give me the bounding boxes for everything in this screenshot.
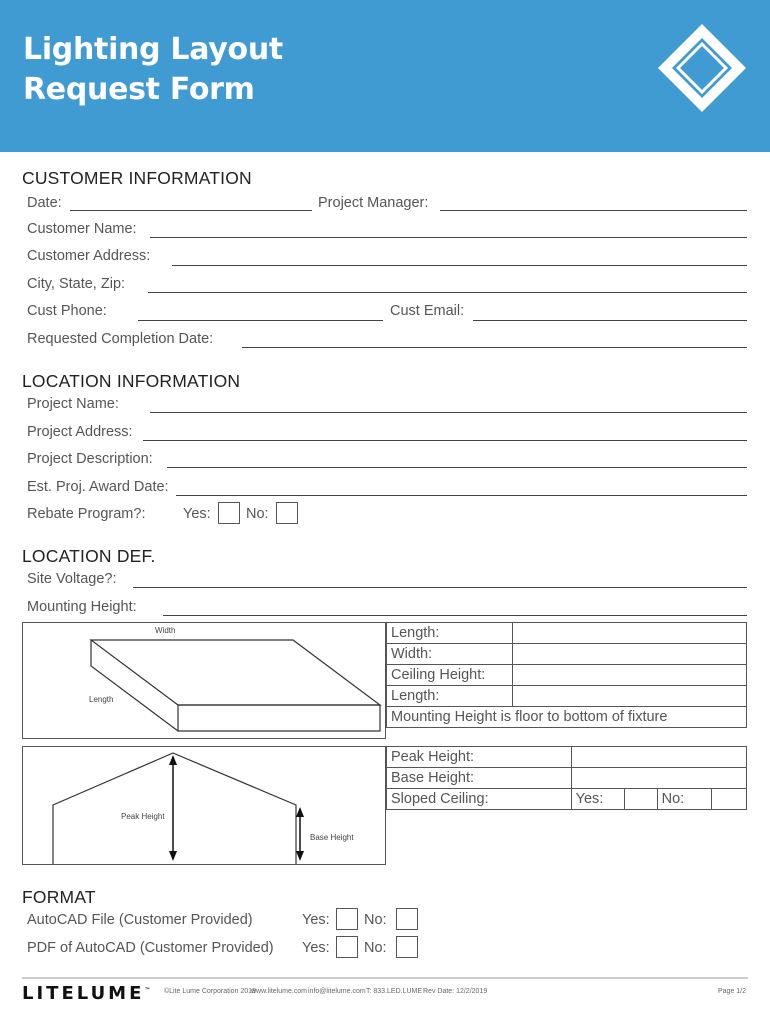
footer-copyright: ©Lite Lume Corporation 2018 [164, 988, 256, 995]
dimensions-table [386, 622, 747, 728]
award-date-label: Est. Proj. Award Date: [27, 479, 169, 495]
box-diagram [22, 622, 386, 739]
peak-height-label: Peak Height: [387, 747, 572, 768]
footer-divider [22, 977, 748, 979]
pdf-no-label: No: [364, 940, 387, 956]
cust-email-label: Cust Email: [390, 303, 465, 319]
date-field[interactable] [70, 210, 312, 211]
date-label: Date: [27, 195, 62, 211]
roof-drawing-icon [23, 747, 385, 864]
page-title [23, 30, 283, 110]
customer-name-field[interactable] [150, 237, 747, 238]
customer-info-heading: CUSTOMER INFORMATION [22, 168, 252, 188]
box-width-label: Width [155, 626, 176, 635]
customer-name-label: Customer Name: [27, 221, 137, 237]
pdf-yes-label: Yes: [302, 940, 330, 956]
sloped-no-label: No: [657, 789, 711, 810]
title-line-1: Lighting Layout [23, 32, 283, 67]
project-address-field[interactable] [143, 440, 747, 441]
width-label: Width: [387, 644, 513, 665]
box-drawing-icon [23, 623, 385, 738]
peak-height-field[interactable] [571, 747, 746, 768]
base-height-label: Base Height: [387, 768, 572, 789]
project-name-label: Project Name: [27, 396, 119, 412]
project-address-label: Project Address: [27, 424, 133, 440]
autocad-no-label: No: [364, 912, 387, 928]
autocad-label: AutoCAD File (Customer Provided) [27, 912, 253, 928]
brand-logo [22, 983, 150, 1004]
site-voltage-field[interactable] [133, 587, 747, 588]
cust-phone-label: Cust Phone: [27, 303, 107, 319]
project-manager-label: Project Manager: [318, 195, 429, 211]
pdf-label: PDF of AutoCAD (Customer Provided) [27, 940, 274, 956]
city-state-zip-label: City, State, Zip: [27, 276, 126, 292]
length2-field[interactable] [513, 686, 747, 707]
roof-diagram [22, 746, 386, 865]
mounting-note: Mounting Height is floor to bottom of fixture [387, 707, 747, 728]
base-height-diagram-label: Base Height [310, 833, 354, 842]
sloped-ceiling-label: Sloped Ceiling: [387, 789, 572, 810]
autocad-yes-checkbox[interactable] [336, 908, 358, 930]
autocad-yes-label: Yes: [302, 912, 330, 928]
site-voltage-label: Site Voltage?: [27, 571, 117, 587]
format-heading: FORMAT [22, 887, 96, 907]
location-def-heading: LOCATION DEF. [22, 546, 156, 566]
peak-height-diagram-label: Peak Height [121, 812, 165, 821]
rebate-yes-checkbox[interactable] [218, 502, 240, 524]
autocad-no-checkbox[interactable] [396, 908, 418, 930]
pdf-yes-checkbox[interactable] [336, 936, 358, 958]
award-date-field[interactable] [176, 495, 747, 496]
cust-phone-field[interactable] [138, 320, 383, 321]
diamond-logo-icon [656, 22, 748, 114]
footer-phone: T: 833.LED.LUME [366, 988, 423, 995]
rebate-no-checkbox[interactable] [276, 502, 298, 524]
box-length-label: Length [89, 695, 114, 704]
sloped-no-checkbox[interactable] [711, 789, 746, 810]
requested-completion-label: Requested Completion Date: [27, 331, 214, 347]
project-name-field[interactable] [150, 412, 747, 413]
project-description-field[interactable] [167, 467, 747, 468]
length-label: Length: [387, 623, 513, 644]
footer-rev-date: Rev Date: 12/2/2019 [423, 988, 488, 995]
width-field[interactable] [513, 644, 747, 665]
rebate-program-label: Rebate Program?: [27, 506, 146, 522]
sloped-yes-label: Yes: [571, 789, 625, 810]
footer-page-number: Page 1/2 [718, 988, 747, 995]
base-height-field[interactable] [571, 768, 746, 789]
mounting-height-label: Mounting Height: [27, 599, 137, 615]
brand-name: LITELUME [22, 983, 145, 1004]
rebate-yes-label: Yes: [183, 506, 211, 522]
ceiling-height-label: Ceiling Height: [387, 665, 513, 686]
customer-address-label: Customer Address: [27, 248, 151, 264]
customer-address-field[interactable] [172, 265, 747, 266]
mounting-height-field[interactable] [163, 615, 747, 616]
location-info-heading: LOCATION INFORMATION [22, 371, 241, 391]
project-description-label: Project Description: [27, 451, 153, 467]
footer-website[interactable]: www.litelume.com [251, 988, 308, 995]
city-state-zip-field[interactable] [148, 292, 747, 293]
roof-table [386, 746, 747, 810]
pdf-no-checkbox[interactable] [396, 936, 418, 958]
cust-email-field[interactable] [473, 320, 747, 321]
rebate-no-label: No: [246, 506, 269, 522]
footer-email[interactable]: info@litelume.com [308, 988, 366, 995]
ceiling-height-field[interactable] [513, 665, 747, 686]
requested-completion-field[interactable] [242, 347, 747, 348]
length-field[interactable] [513, 623, 747, 644]
header-banner [0, 0, 770, 152]
length2-label: Length: [387, 686, 513, 707]
project-manager-field[interactable] [440, 210, 747, 211]
brand-tm: ™ [144, 987, 151, 994]
title-line-2: Request Form [23, 72, 255, 107]
sloped-yes-checkbox[interactable] [625, 789, 657, 810]
